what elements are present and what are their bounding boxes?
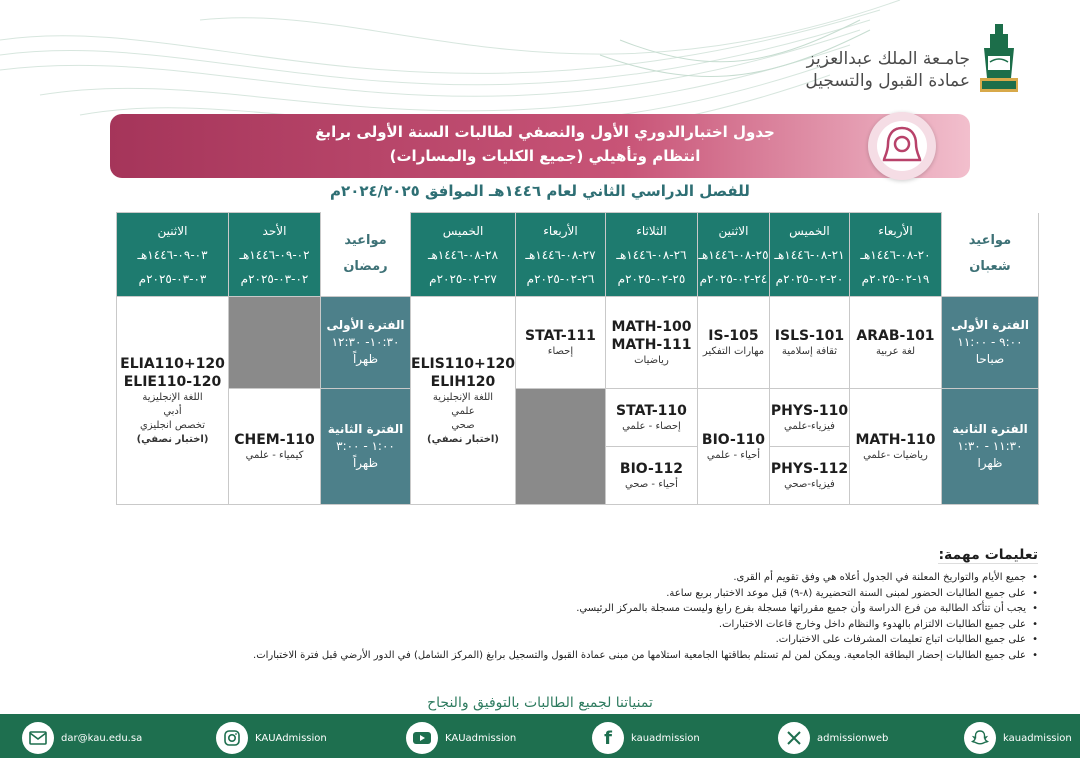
instructions-list bbox=[218, 570, 1038, 664]
university-name: جامـعة الملك عبدالعزيز bbox=[806, 49, 970, 69]
exam-cell bbox=[849, 389, 941, 505]
x-icon bbox=[778, 722, 810, 754]
exam-cell bbox=[117, 297, 229, 505]
closing-message: تمنياتنا لجميع الطالبات بالتوفيق والنجاح bbox=[427, 695, 653, 711]
empty-cell bbox=[515, 389, 605, 505]
footer-bar bbox=[0, 714, 1080, 758]
period-suffix: ظهرا bbox=[977, 456, 1003, 470]
course-code: BIO-110 bbox=[701, 431, 765, 448]
greg-date: ٢٥-٠٢-٢٠٢٥م bbox=[617, 271, 686, 286]
exam-cell bbox=[411, 297, 516, 505]
exam-schedule-table bbox=[116, 212, 1039, 505]
youtube-icon bbox=[406, 722, 438, 754]
course-name: اللغة الإنجليزية bbox=[142, 391, 203, 403]
course-code: ARAB-101 bbox=[856, 327, 935, 344]
hijri-date: ٠٣-٠٩-١٤٤٦هـ bbox=[137, 247, 208, 262]
greg-date: ٢٠-٠٢-٢٠٢٥م bbox=[775, 271, 844, 286]
day-header bbox=[605, 213, 697, 297]
course-code: ELIA110+120 bbox=[120, 355, 225, 372]
course-code: ELIH120 bbox=[430, 373, 496, 390]
list-item: • على جميع الطالبات إحضار البطاقة الجامعية. ويمكن لمن لم تستلم بطاقتها الجامعية استلامها من مبنى عمادة القبول والتسجيل برابغ (المركز الشامل) في الدور الأرضي قبل فترة الاختبارات. bbox=[218, 648, 1038, 664]
exam-cell bbox=[769, 447, 849, 505]
greg-date: ٢٦-٠٢-٢٠٢٥م bbox=[526, 271, 595, 286]
day-name: الأربعاء bbox=[543, 223, 578, 238]
banner-emblem bbox=[868, 112, 936, 180]
day-header bbox=[117, 213, 229, 297]
greg-date: ٠٣-٠٣-٢٠٢٥م bbox=[138, 271, 207, 286]
hijri-date: ٢٥-٠٨-١٤٤٦هـ bbox=[698, 247, 769, 262]
exam-cell bbox=[849, 297, 941, 389]
instagram-handle: KAUAdmission bbox=[255, 732, 327, 744]
course-track: أدبي bbox=[163, 405, 182, 417]
email-link[interactable] bbox=[22, 721, 142, 755]
instagram-link[interactable] bbox=[216, 721, 327, 755]
course-code: ELIS110+120 bbox=[411, 355, 515, 372]
period-time: ١٠:٣٠- ١٢:٣٠ bbox=[331, 335, 400, 349]
list-item: • على جميع الطالبات اتباع تعليمات المشرفات على الاختبارات. bbox=[218, 632, 1038, 648]
course-name: فيزياء-صحي bbox=[784, 478, 835, 490]
period-time: ١:٠٠ - ٣:٠٠ bbox=[336, 439, 395, 453]
email-address: dar@kau.edu.sa bbox=[61, 732, 143, 744]
facebook-link[interactable] bbox=[592, 721, 700, 755]
ramadan-label bbox=[321, 213, 411, 297]
day-name: الثلاثاء bbox=[636, 223, 667, 238]
course-name: إحصاء - علمي bbox=[622, 420, 681, 432]
course-code: STAT-111 bbox=[525, 327, 596, 344]
deanship-name: عمادة القبول والتسجيل bbox=[805, 71, 970, 91]
exam-cell bbox=[697, 297, 769, 389]
exam-cell bbox=[697, 389, 769, 505]
day-name: الاثنين bbox=[718, 223, 749, 238]
youtube-link[interactable] bbox=[406, 721, 516, 755]
course-code: MATH-110 bbox=[855, 431, 936, 448]
hijri-date: ٢٦-٠٨-١٤٤٦هـ bbox=[616, 247, 687, 262]
exam-cell bbox=[605, 389, 697, 447]
exam-type: (اختبار نصفي) bbox=[136, 433, 209, 445]
instructions-section bbox=[218, 544, 1038, 664]
ramadan-period-2 bbox=[321, 389, 411, 505]
day-header bbox=[515, 213, 605, 297]
day-name: الخميس bbox=[442, 223, 484, 238]
facebook-handle: kauadmission bbox=[631, 732, 700, 744]
snapchat-icon bbox=[964, 722, 996, 754]
course-code: ELIE110-120 bbox=[123, 373, 222, 390]
course-code: STAT-110 bbox=[616, 402, 687, 419]
day-header bbox=[769, 213, 849, 297]
hijri-date: ٢١-٠٨-١٤٤٦هـ bbox=[774, 247, 845, 262]
hijri-date: ٢٠-٠٨-١٤٤٦هـ bbox=[860, 247, 931, 262]
university-name-block bbox=[805, 48, 970, 92]
course-code: MATH-100 bbox=[611, 318, 692, 335]
course-code: ISLS-101 bbox=[774, 327, 845, 344]
list-item: • جميع الأيام والتواريخ المعلنة في الجدول أعلاه هي وفق تقويم أم القرى. bbox=[218, 570, 1038, 586]
course-name: أحياء - صحي bbox=[624, 478, 678, 490]
day-header bbox=[849, 213, 941, 297]
shaaban-period-1 bbox=[941, 297, 1038, 389]
facebook-icon: f bbox=[592, 722, 624, 754]
empty-cell bbox=[229, 297, 321, 389]
course-name: ثقافة إسلامية bbox=[781, 345, 837, 357]
day-name: الاثنين bbox=[157, 223, 188, 238]
hijri-date: ٠٢-٠٩-١٤٤٦هـ bbox=[239, 247, 310, 262]
day-name: الأربعاء bbox=[878, 223, 913, 238]
exam-cell bbox=[769, 297, 849, 389]
table-header-row bbox=[117, 213, 1039, 297]
snapchat-handle: kauadmission bbox=[1003, 732, 1072, 744]
course-code: PHYS-112 bbox=[770, 460, 849, 477]
greg-date: ٠٢-٠٣-٢٠٢٥م bbox=[240, 271, 309, 286]
course-name: لغة عربية bbox=[875, 345, 915, 357]
list-item: • يجب أن تتأكد الطالبة من فرع الدراسة وأن جميع مقرراتها مسجلة بفرع رابغ وليست مسجلة بالمركز الرئيسي. bbox=[218, 601, 1038, 617]
course-code: MATH-111 bbox=[611, 336, 692, 353]
course-name: رياضيات -علمي bbox=[863, 449, 928, 461]
instagram-icon bbox=[216, 722, 248, 754]
exam-cell bbox=[769, 389, 849, 447]
day-header bbox=[411, 213, 516, 297]
day-header bbox=[229, 213, 321, 297]
label-line: شعبان bbox=[969, 259, 1011, 275]
period-title: الفترة الأولى bbox=[326, 318, 405, 332]
exam-cell bbox=[515, 297, 605, 389]
period-suffix: ظهراً bbox=[352, 352, 379, 366]
course-name: رياضيات bbox=[634, 354, 669, 366]
course-track: تخصص انجليزي bbox=[139, 419, 206, 431]
list-item: • على جميع الطالبات الالتزام بالهدوء والنظام داخل وخارج قاعات الاختبارات. bbox=[218, 617, 1038, 633]
female-student-icon bbox=[868, 112, 936, 180]
course-name: إحصاء bbox=[547, 345, 574, 357]
label-line: رمضان bbox=[343, 259, 388, 275]
course-name: فيزياء-علمي bbox=[784, 420, 835, 432]
period-time: ٩:٠٠ - ١١:٠٠ bbox=[957, 335, 1023, 349]
greg-date: ٢٤-٠٢-٢٠٢٥م bbox=[699, 271, 768, 286]
hijri-date: ٢٨-٠٨-١٤٤٦هـ bbox=[427, 247, 499, 262]
hijri-date: ٢٧-٠٨-١٤٤٦هـ bbox=[525, 247, 596, 262]
greg-date: ١٩-٠٢-٢٠٢٥م bbox=[861, 271, 930, 286]
period-suffix: ظهراً bbox=[352, 456, 379, 470]
period-suffix: صباحا bbox=[975, 352, 1005, 366]
exam-type: (اختبار نصفي) bbox=[427, 433, 499, 445]
list-item: • على جميع الطالبات الحضور لمبنى السنة التحضيرية (٨-٩) قبل موعد الاختبار بربع ساعة. bbox=[218, 586, 1038, 602]
table-row bbox=[117, 389, 1039, 447]
x-handle: admissionweb bbox=[817, 732, 889, 744]
youtube-handle: KAUadmission bbox=[445, 732, 517, 744]
snapchat-link[interactable] bbox=[964, 721, 1072, 755]
ramadan-period-1 bbox=[321, 297, 411, 389]
period-time: ١١:٣٠ - ١:٣٠ bbox=[957, 439, 1023, 453]
course-name: مهارات التفكير bbox=[702, 345, 765, 357]
course-code: BIO-112 bbox=[619, 460, 683, 477]
label-line: مواعيد bbox=[344, 233, 387, 249]
period-title: الفترة الثانية bbox=[952, 422, 1028, 436]
day-name: الأحد bbox=[262, 223, 287, 238]
university-logo bbox=[978, 22, 1020, 96]
mail-icon bbox=[22, 722, 54, 754]
course-name: أحياء - علمي bbox=[706, 449, 761, 461]
label-line: مواعيد bbox=[968, 233, 1012, 249]
course-code: IS-105 bbox=[708, 327, 759, 344]
banner-line-2: انتظام وتأهيلي (جميع الكليات والمسارات) bbox=[389, 147, 701, 165]
day-name: الخميس bbox=[789, 223, 830, 238]
banner-title bbox=[225, 120, 865, 168]
table-row bbox=[117, 297, 1039, 343]
instructions-title: تعليمات مهمة: bbox=[938, 547, 1038, 563]
period-title: الفترة الثانية bbox=[327, 422, 404, 436]
semester-subtitle: للفصل الدراسي الثاني لعام ١٤٤٦هـ الموافق ٢٠٢٤/٢٠٢٥م bbox=[330, 182, 750, 200]
course-code: PHYS-110 bbox=[770, 402, 849, 419]
exam-cell bbox=[229, 389, 321, 505]
shaaban-period-2 bbox=[941, 389, 1038, 505]
exam-cell bbox=[605, 297, 697, 389]
day-header bbox=[697, 213, 769, 297]
period-title: الفترة الأولى bbox=[950, 318, 1029, 332]
course-name: كيمياء - علمي bbox=[245, 449, 304, 461]
course-code: CHEM-110 bbox=[234, 431, 315, 448]
course-track: علمي bbox=[451, 405, 475, 417]
exam-cell bbox=[605, 447, 697, 505]
greg-date: ٢٧-٠٢-٢٠٢٥م bbox=[429, 271, 497, 286]
course-name: اللغة الإنجليزية bbox=[432, 391, 494, 403]
banner-line-1: جدول اختبارالدوري الأول والنصفي لطالبات السنة الأولى برابغ bbox=[315, 123, 775, 141]
x-link[interactable] bbox=[778, 721, 888, 755]
course-track: صحي bbox=[451, 419, 475, 431]
shaaban-label bbox=[941, 213, 1038, 297]
